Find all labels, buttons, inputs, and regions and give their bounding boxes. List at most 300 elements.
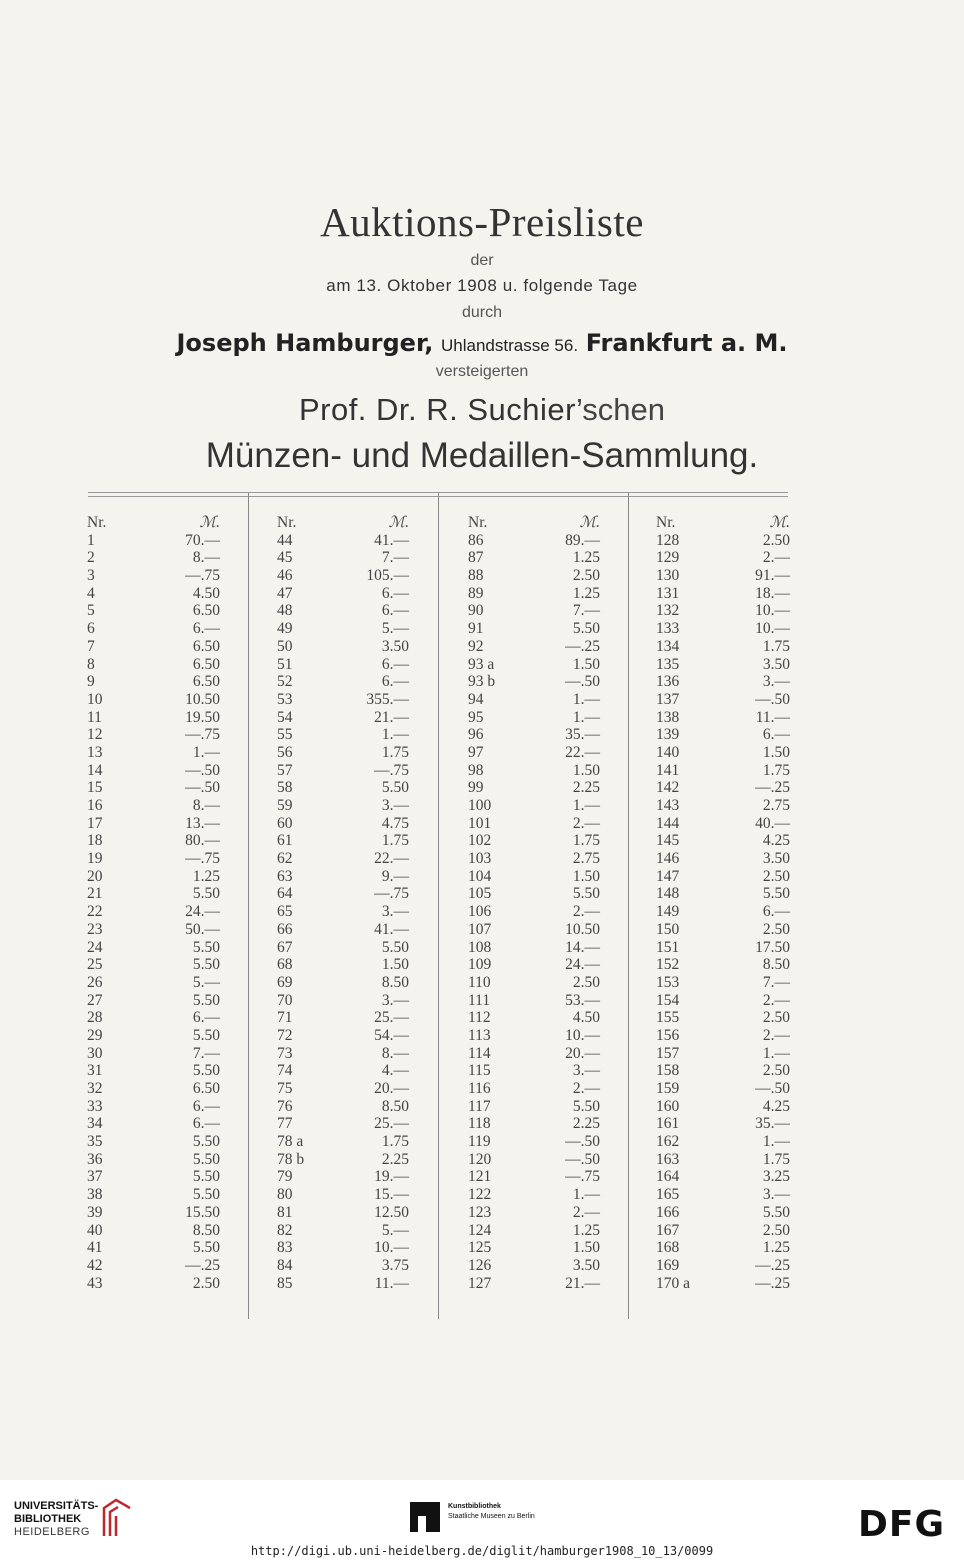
subtitle-durch: durch	[461, 304, 503, 321]
price-column-4	[656, 514, 790, 1292]
table-row	[656, 850, 790, 868]
table-row	[87, 1257, 220, 1275]
lot-number: 57	[277, 761, 293, 779]
firm-street: Uhlandstrasse 56.	[441, 336, 579, 355]
lot-price: 3.—	[762, 1186, 790, 1204]
lot-price: 2.75	[762, 797, 790, 814]
lot-number: 104	[468, 867, 492, 885]
table-row	[468, 1027, 600, 1045]
table-row	[656, 1239, 790, 1257]
lot-price: 3.—	[381, 903, 409, 921]
price-column-1	[87, 514, 220, 1292]
lot-number: 105	[468, 885, 492, 903]
lot-number: 63	[277, 867, 293, 885]
table-row	[87, 1204, 220, 1222]
table-row	[277, 549, 409, 567]
table-row	[468, 1168, 600, 1186]
table-row	[468, 762, 600, 780]
table-row	[468, 726, 600, 744]
lot-price: 40.—	[755, 814, 790, 832]
lot-price: 10.—	[565, 1026, 600, 1044]
table-row	[277, 1257, 409, 1275]
header-nr: Nr.	[87, 514, 107, 531]
lot-price: 6.—	[381, 584, 409, 602]
lot-number: 32	[87, 1080, 103, 1097]
lot-number: 73	[277, 1044, 293, 1062]
lot-price: 3.75	[381, 1256, 409, 1274]
lot-price: 1.—	[762, 1133, 790, 1151]
table-row	[87, 903, 220, 921]
lot-number: 139	[656, 726, 680, 744]
lot-number: 151	[656, 938, 680, 956]
header-nr: Nr.	[277, 514, 297, 531]
lot-number: 107	[468, 920, 492, 938]
lot-number: 119	[468, 1133, 491, 1151]
lot-number: 44	[277, 531, 293, 549]
table-row	[87, 921, 220, 939]
lot-price: 2.50	[762, 1221, 790, 1239]
lot-number: 134	[656, 637, 680, 655]
digitization-footer	[0, 1480, 964, 1561]
lot-number: 4	[87, 584, 95, 602]
table-row	[277, 1098, 409, 1116]
lot-price: —.50	[185, 779, 220, 797]
lot-number: 41	[87, 1239, 103, 1257]
lot-price: —.75	[565, 1168, 600, 1186]
table-row	[277, 602, 409, 620]
table-row	[87, 726, 220, 744]
university-library-logo	[14, 1500, 98, 1539]
lot-price: 17.50	[755, 938, 790, 956]
lot-price: 1.25	[192, 867, 220, 885]
lot-number: 8	[87, 655, 95, 673]
column-header	[277, 514, 409, 532]
table-row	[277, 903, 409, 921]
table-row	[277, 779, 409, 797]
table-row	[656, 1080, 790, 1098]
lot-price: 1.50	[572, 1239, 600, 1257]
table-row	[277, 956, 409, 974]
header-price: ℳ.	[388, 514, 409, 531]
table-row	[468, 956, 600, 974]
lot-price: 2.75	[572, 850, 600, 868]
auctioneer-line	[0, 329, 964, 357]
lot-number: 132	[656, 602, 680, 620]
table-row	[87, 1098, 220, 1116]
dfg-logo: DFG	[858, 1504, 946, 1545]
table-row	[468, 1062, 600, 1080]
table-row	[468, 1080, 600, 1098]
lot-price: 41.—	[374, 531, 409, 549]
lot-price: 1.—	[572, 708, 600, 726]
table-row	[87, 868, 220, 886]
table-row	[87, 1239, 220, 1257]
lot-price: 1.—	[572, 690, 600, 708]
table-row	[656, 779, 790, 797]
header-nr: Nr.	[468, 514, 488, 531]
lot-number: 80	[277, 1186, 293, 1204]
lot-number: 43	[87, 1274, 103, 1292]
table-row	[277, 939, 409, 957]
lot-price: —.75	[185, 567, 220, 585]
lot-number: 71	[277, 1009, 293, 1027]
table-row	[277, 868, 409, 886]
lot-price: 4.50	[572, 1009, 600, 1027]
lot-number: 157	[656, 1044, 680, 1062]
table-row	[468, 744, 600, 762]
lot-number: 137	[656, 690, 680, 708]
lot-price: 5.50	[192, 991, 220, 1009]
lot-number: 128	[656, 531, 680, 549]
table-row	[468, 850, 600, 868]
lot-price: 1.25	[572, 1221, 600, 1239]
lot-price: 6.—	[762, 726, 790, 744]
lot-number: 135	[656, 655, 680, 673]
lot-number: 48	[277, 602, 293, 620]
lot-price: 25.—	[374, 1009, 409, 1027]
lot-number: 91	[468, 620, 484, 638]
lot-number: 122	[468, 1186, 492, 1204]
table-row	[87, 1115, 220, 1133]
price-column-2	[277, 514, 409, 1292]
table-row	[656, 602, 790, 620]
table-row	[87, 1027, 220, 1045]
lot-price: 3.50	[572, 1256, 600, 1274]
lot-price: 6.—	[192, 1115, 220, 1133]
table-row	[277, 974, 409, 992]
lot-price: —.50	[565, 673, 600, 691]
lot-price: 5.50	[192, 1026, 220, 1044]
table-row	[277, 850, 409, 868]
lot-price: 6.—	[381, 602, 409, 620]
table-row	[656, 1275, 790, 1293]
table-row	[87, 1045, 220, 1063]
lot-number: 158	[656, 1062, 680, 1080]
lot-number: 9	[87, 673, 95, 691]
table-row	[656, 1027, 790, 1045]
table-row	[656, 885, 790, 903]
table-row	[656, 956, 790, 974]
lot-number: 129	[656, 549, 680, 567]
lot-number: 138	[656, 708, 680, 726]
lot-price: —.50	[565, 1150, 600, 1168]
lot-number: 64	[277, 885, 293, 903]
lot-price: 5.50	[192, 1133, 220, 1151]
lot-number: 40	[87, 1221, 103, 1239]
header-price: ℳ.	[769, 514, 790, 531]
lot-price: 2.50	[762, 1062, 790, 1080]
lot-price: 6.50	[192, 655, 220, 673]
lot-price: 5.50	[192, 1239, 220, 1257]
table-row	[87, 585, 220, 603]
table-row	[277, 1168, 409, 1186]
lot-price: 14.—	[565, 938, 600, 956]
table-row	[468, 1222, 600, 1240]
price-column-3	[468, 514, 600, 1292]
column-header	[87, 514, 220, 532]
table-row	[277, 1062, 409, 1080]
lot-number: 77	[277, 1115, 293, 1133]
lot-number: 146	[656, 850, 680, 868]
lot-number: 154	[656, 991, 680, 1009]
lot-price: 2.—	[762, 1026, 790, 1044]
lot-price: 2.50	[762, 867, 790, 885]
lot-price: 8.—	[192, 797, 220, 814]
table-row	[277, 797, 409, 815]
lot-price: 6.—	[192, 1097, 220, 1115]
lot-number: 3	[87, 567, 95, 585]
lot-price: 6.—	[381, 673, 409, 691]
lot-price: 5.50	[192, 1168, 220, 1186]
lot-number: 31	[87, 1062, 103, 1080]
lot-price: 5.50	[192, 1062, 220, 1080]
lot-price: 8.50	[381, 1097, 409, 1115]
table-row	[468, 638, 600, 656]
lot-number: 118	[468, 1115, 491, 1133]
lot-number: 85	[277, 1274, 293, 1292]
lot-number: 126	[468, 1256, 492, 1274]
table-row	[87, 1133, 220, 1151]
lot-price: 7.—	[762, 973, 790, 991]
lot-price: 5.50	[192, 938, 220, 956]
lot-price: 6.50	[192, 673, 220, 691]
table-row	[277, 744, 409, 762]
lot-number: 141	[656, 761, 680, 779]
lot-price: —.75	[185, 850, 220, 868]
lot-price: 5.50	[192, 956, 220, 974]
lot-number: 86	[468, 531, 484, 549]
lot-price: 1.—	[572, 797, 600, 814]
lot-price: 5.50	[572, 885, 600, 903]
table-row	[87, 1062, 220, 1080]
lot-price: 35.—	[755, 1115, 790, 1133]
lot-price: —.25	[565, 637, 600, 655]
lot-number: 28	[87, 1009, 103, 1027]
table-row	[656, 673, 790, 691]
lot-number: 89	[468, 584, 484, 602]
table-row	[87, 885, 220, 903]
table-row	[656, 726, 790, 744]
lot-number: 5	[87, 602, 95, 620]
lot-number: 103	[468, 850, 492, 868]
lot-price: 5.50	[192, 1150, 220, 1168]
table-row	[656, 1168, 790, 1186]
lot-number: 161	[656, 1115, 680, 1133]
lot-number: 97	[468, 743, 484, 761]
lot-number: 29	[87, 1026, 103, 1044]
lot-number: 162	[656, 1133, 680, 1151]
table-row	[468, 549, 600, 567]
subtitle-versteigerten: versteigerten	[435, 363, 529, 380]
table-row	[656, 1186, 790, 1204]
lot-number: 116	[468, 1080, 491, 1097]
lot-price: 2.—	[762, 549, 790, 567]
lot-price: —.25	[755, 1274, 790, 1292]
table-row	[656, 797, 790, 815]
table-row	[656, 762, 790, 780]
lot-number: 101	[468, 814, 492, 832]
lot-number: 123	[468, 1203, 492, 1221]
lot-price: 15.—	[374, 1186, 409, 1204]
lot-price: 1.50	[572, 655, 600, 673]
lot-price: 2.50	[762, 531, 790, 549]
lot-number: 82	[277, 1221, 293, 1239]
lot-price: 2.—	[572, 903, 600, 921]
lot-number: 33	[87, 1097, 103, 1115]
lot-price: 25.—	[374, 1115, 409, 1133]
lot-number: 111	[468, 991, 491, 1009]
lot-price: 11.—	[374, 1274, 409, 1292]
lot-number: 69	[277, 973, 293, 991]
lot-price: 8.50	[381, 973, 409, 991]
lot-price: —.75	[374, 761, 409, 779]
source-url[interactable]: http://digi.ub.uni-heidelberg.de/diglit/hamburger1908_10_13/0099	[250, 1544, 714, 1558]
table-row	[468, 779, 600, 797]
lot-price: 1.75	[572, 832, 600, 850]
table-row	[277, 532, 409, 550]
lot-price: —.75	[374, 885, 409, 903]
table-row	[468, 1045, 600, 1063]
lot-price: 1.75	[381, 832, 409, 850]
lot-price: 5.50	[192, 1186, 220, 1204]
lot-number: 12	[87, 726, 103, 744]
table-row	[87, 850, 220, 868]
lot-number: 169	[656, 1256, 680, 1274]
lot-number: 52	[277, 673, 293, 691]
lot-number: 60	[277, 814, 293, 832]
lot-price: 2.50	[192, 1274, 220, 1292]
table-row	[87, 744, 220, 762]
lot-number: 165	[656, 1186, 680, 1204]
lot-number: 54	[277, 708, 293, 726]
table-row	[468, 1098, 600, 1116]
lot-number: 106	[468, 903, 492, 921]
table-row	[87, 638, 220, 656]
lot-number: 61	[277, 832, 293, 850]
lot-price: 91.—	[755, 567, 790, 585]
lot-number: 142	[656, 779, 680, 797]
lot-price: 5.50	[381, 938, 409, 956]
lot-price: —.25	[755, 779, 790, 797]
lot-number: 110	[468, 973, 491, 991]
table-row	[87, 532, 220, 550]
table-row	[87, 602, 220, 620]
lot-price: 2.25	[572, 1115, 600, 1133]
lot-price: 1.25	[572, 584, 600, 602]
lot-price: 18.—	[755, 584, 790, 602]
table-row	[277, 885, 409, 903]
lot-number: 148	[656, 885, 680, 903]
table-row	[87, 567, 220, 585]
lot-number: 166	[656, 1203, 680, 1221]
lot-price: 80.—	[185, 832, 220, 850]
lot-number: 99	[468, 779, 484, 797]
table-row	[87, 709, 220, 727]
lot-price: —.25	[755, 1256, 790, 1274]
collection-title: Münzen- und Medaillen-Sammlung.	[205, 436, 759, 475]
table-row	[656, 1062, 790, 1080]
table-row	[87, 656, 220, 674]
lot-number: 30	[87, 1044, 103, 1062]
lot-number: 127	[468, 1274, 492, 1292]
table-row	[468, 1133, 600, 1151]
lot-number: 68	[277, 956, 293, 974]
table-row	[468, 709, 600, 727]
lot-price: 10.50	[185, 690, 220, 708]
lot-number: 121	[468, 1168, 492, 1186]
lot-number: 109	[468, 956, 492, 974]
lot-price: 6.—	[762, 903, 790, 921]
table-row	[656, 656, 790, 674]
lot-price: 1.50	[572, 867, 600, 885]
table-row	[656, 939, 790, 957]
lot-price: 3.—	[572, 1062, 600, 1080]
lot-number: 81	[277, 1203, 293, 1221]
lot-price: 3.—	[381, 797, 409, 814]
lot-price: 105.—	[366, 567, 409, 585]
table-row	[87, 549, 220, 567]
table-row	[87, 1080, 220, 1098]
lot-number: 163	[656, 1150, 680, 1168]
table-row	[468, 673, 600, 691]
lot-number: 117	[468, 1097, 491, 1115]
lot-number: 72	[277, 1026, 293, 1044]
table-row	[87, 673, 220, 691]
table-row	[656, 1133, 790, 1151]
lot-number: 56	[277, 743, 293, 761]
table-row	[656, 974, 790, 992]
lot-price: —.75	[185, 726, 220, 744]
lot-price: 5.50	[762, 885, 790, 903]
lot-price: 8.50	[762, 956, 790, 974]
table-row	[277, 620, 409, 638]
lot-number: 170 a	[656, 1274, 691, 1292]
table-row	[277, 673, 409, 691]
lot-number: 39	[87, 1203, 103, 1221]
table-row	[277, 1204, 409, 1222]
header-price: ℳ.	[199, 514, 220, 531]
lot-price: —.50	[755, 1080, 790, 1097]
table-row	[277, 1009, 409, 1027]
lot-number: 156	[656, 1026, 680, 1044]
column-header	[656, 514, 790, 532]
table-row	[468, 1186, 600, 1204]
table-row	[277, 726, 409, 744]
lot-number: 15	[87, 779, 103, 797]
page-title: Auktions-Preisliste	[320, 199, 644, 245]
lot-price: 6.—	[192, 1009, 220, 1027]
lot-number: 36	[87, 1150, 103, 1168]
lot-number: 62	[277, 850, 293, 868]
table-row	[277, 1151, 409, 1169]
table-row	[277, 762, 409, 780]
lot-price: 4.75	[381, 814, 409, 832]
lot-price: 89.—	[565, 531, 600, 549]
table-row	[87, 1151, 220, 1169]
lot-number: 140	[656, 743, 680, 761]
lot-price: 4.—	[381, 1062, 409, 1080]
lot-number: 46	[277, 567, 293, 585]
lot-price: 19.50	[185, 708, 220, 726]
lot-price: 1.—	[762, 1044, 790, 1062]
lot-number: 76	[277, 1097, 293, 1115]
lot-number: 14	[87, 761, 103, 779]
table-row	[277, 1027, 409, 1045]
column-header	[468, 514, 600, 532]
table-row	[468, 1151, 600, 1169]
table-row	[656, 1098, 790, 1116]
lot-price: 8.—	[192, 549, 220, 567]
